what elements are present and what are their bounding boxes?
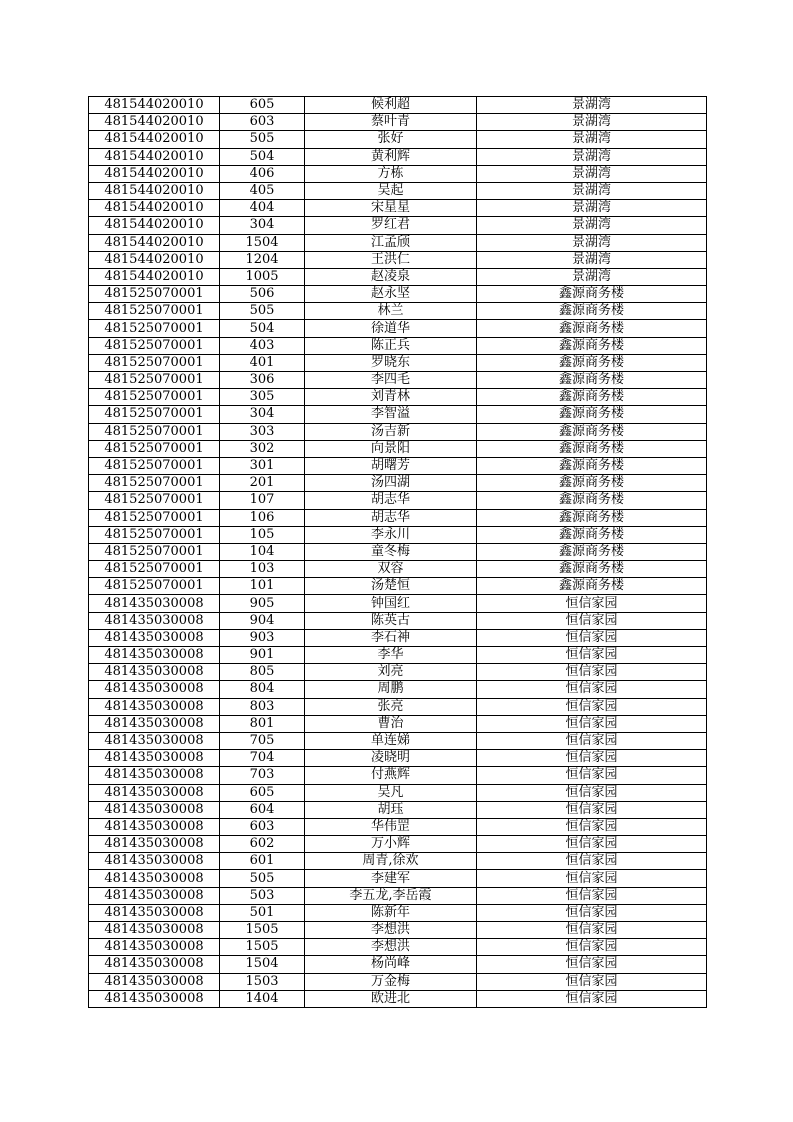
room-cell: 1503 — [220, 973, 305, 990]
name-cell: 赵凌泉 — [305, 268, 477, 285]
code-cell: 481435030008 — [89, 853, 220, 870]
name-cell: 宋星星 — [305, 200, 477, 217]
name-cell: 胡志华 — [305, 509, 477, 526]
property-cell: 恒信家园 — [477, 612, 707, 629]
code-cell: 481525070001 — [89, 354, 220, 371]
record-table-body — [89, 97, 707, 1008]
property-cell: 恒信家园 — [477, 973, 707, 990]
property-cell: 鑫源商务楼 — [477, 423, 707, 440]
table-row — [89, 114, 707, 131]
property-cell: 鑫源商务楼 — [477, 303, 707, 320]
code-cell: 481435030008 — [89, 836, 220, 853]
name-cell: 陈英古 — [305, 612, 477, 629]
table-row — [89, 268, 707, 285]
name-cell: 陈新年 — [305, 904, 477, 921]
property-cell: 恒信家园 — [477, 853, 707, 870]
property-cell: 恒信家园 — [477, 836, 707, 853]
property-cell: 景湖湾 — [477, 234, 707, 251]
room-cell: 101 — [220, 578, 305, 595]
code-cell: 481525070001 — [89, 320, 220, 337]
table-row — [89, 990, 707, 1007]
table-row — [89, 836, 707, 853]
code-cell: 481544020010 — [89, 97, 220, 114]
table-row — [89, 457, 707, 474]
property-cell: 景湖湾 — [477, 114, 707, 131]
code-cell: 481544020010 — [89, 182, 220, 199]
code-cell: 481435030008 — [89, 870, 220, 887]
room-cell: 305 — [220, 389, 305, 406]
property-cell: 鑫源商务楼 — [477, 320, 707, 337]
name-cell: 万金梅 — [305, 973, 477, 990]
table-row — [89, 440, 707, 457]
room-cell: 107 — [220, 492, 305, 509]
table-row — [89, 732, 707, 749]
table-row — [89, 337, 707, 354]
room-cell: 303 — [220, 423, 305, 440]
table-row — [89, 406, 707, 423]
record-table — [88, 96, 707, 1008]
property-cell: 鑫源商务楼 — [477, 578, 707, 595]
name-cell: 汤四湖 — [305, 475, 477, 492]
code-cell: 481525070001 — [89, 423, 220, 440]
table-row — [89, 543, 707, 560]
room-cell: 603 — [220, 114, 305, 131]
code-cell: 481435030008 — [89, 715, 220, 732]
table-row — [89, 647, 707, 664]
name-cell: 张好 — [305, 131, 477, 148]
table-row — [89, 148, 707, 165]
room-cell: 1204 — [220, 251, 305, 268]
property-cell: 恒信家园 — [477, 922, 707, 939]
name-cell: 李想洪 — [305, 939, 477, 956]
name-cell: 黄利辉 — [305, 148, 477, 165]
table-row — [89, 612, 707, 629]
code-cell: 481435030008 — [89, 818, 220, 835]
property-cell: 鑫源商务楼 — [477, 526, 707, 543]
room-cell: 401 — [220, 354, 305, 371]
property-cell: 恒信家园 — [477, 595, 707, 612]
table-row — [89, 629, 707, 646]
room-cell: 1505 — [220, 922, 305, 939]
property-cell: 鑫源商务楼 — [477, 561, 707, 578]
room-cell: 304 — [220, 406, 305, 423]
property-cell: 景湖湾 — [477, 268, 707, 285]
room-cell: 605 — [220, 784, 305, 801]
name-cell: 李智溢 — [305, 406, 477, 423]
code-cell: 481544020010 — [89, 131, 220, 148]
name-cell: 李华 — [305, 647, 477, 664]
code-cell: 481435030008 — [89, 647, 220, 664]
code-cell: 481525070001 — [89, 543, 220, 560]
code-cell: 481435030008 — [89, 904, 220, 921]
code-cell: 481435030008 — [89, 801, 220, 818]
table-row — [89, 973, 707, 990]
room-cell: 403 — [220, 337, 305, 354]
name-cell: 吴凡 — [305, 784, 477, 801]
code-cell: 481525070001 — [89, 457, 220, 474]
name-cell: 林兰 — [305, 303, 477, 320]
room-cell: 201 — [220, 475, 305, 492]
room-cell: 1005 — [220, 268, 305, 285]
property-cell: 鑫源商务楼 — [477, 337, 707, 354]
code-cell: 481435030008 — [89, 664, 220, 681]
property-cell: 鑫源商务楼 — [477, 354, 707, 371]
code-cell: 481544020010 — [89, 114, 220, 131]
table-row — [89, 200, 707, 217]
table-row — [89, 887, 707, 904]
name-cell: 汤吉新 — [305, 423, 477, 440]
code-cell: 481435030008 — [89, 750, 220, 767]
table-row — [89, 784, 707, 801]
code-cell: 481525070001 — [89, 440, 220, 457]
name-cell: 李永川 — [305, 526, 477, 543]
code-cell: 481435030008 — [89, 612, 220, 629]
property-cell: 景湖湾 — [477, 97, 707, 114]
name-cell: 徐道华 — [305, 320, 477, 337]
code-cell: 481525070001 — [89, 475, 220, 492]
code-cell: 481435030008 — [89, 973, 220, 990]
property-cell: 恒信家园 — [477, 715, 707, 732]
name-cell: 付燕辉 — [305, 767, 477, 784]
room-cell: 105 — [220, 526, 305, 543]
room-cell: 106 — [220, 509, 305, 526]
property-cell: 恒信家园 — [477, 870, 707, 887]
name-cell: 候利超 — [305, 97, 477, 114]
name-cell: 双容 — [305, 561, 477, 578]
code-cell: 481525070001 — [89, 526, 220, 543]
name-cell: 杨尚峰 — [305, 956, 477, 973]
name-cell: 李五龙,李岳霞 — [305, 887, 477, 904]
name-cell: 蔡叶青 — [305, 114, 477, 131]
room-cell: 602 — [220, 836, 305, 853]
property-cell: 恒信家园 — [477, 904, 707, 921]
code-cell: 481544020010 — [89, 251, 220, 268]
table-row — [89, 475, 707, 492]
room-cell: 1505 — [220, 939, 305, 956]
room-cell: 903 — [220, 629, 305, 646]
room-cell: 504 — [220, 148, 305, 165]
code-cell: 481435030008 — [89, 767, 220, 784]
room-cell: 1404 — [220, 990, 305, 1007]
name-cell: 江孟颀 — [305, 234, 477, 251]
room-cell: 504 — [220, 320, 305, 337]
property-cell: 景湖湾 — [477, 182, 707, 199]
room-cell: 805 — [220, 664, 305, 681]
table-row — [89, 234, 707, 251]
property-cell: 恒信家园 — [477, 647, 707, 664]
name-cell: 华伟罡 — [305, 818, 477, 835]
property-cell: 恒信家园 — [477, 887, 707, 904]
table-row — [89, 509, 707, 526]
code-cell: 481525070001 — [89, 492, 220, 509]
property-cell: 鑫源商务楼 — [477, 406, 707, 423]
name-cell: 罗晓东 — [305, 354, 477, 371]
table-row — [89, 681, 707, 698]
name-cell: 欧进北 — [305, 990, 477, 1007]
room-cell: 904 — [220, 612, 305, 629]
name-cell: 张亮 — [305, 698, 477, 715]
property-cell: 恒信家园 — [477, 956, 707, 973]
name-cell: 曹治 — [305, 715, 477, 732]
room-cell: 301 — [220, 457, 305, 474]
code-cell: 481525070001 — [89, 561, 220, 578]
property-cell: 鑫源商务楼 — [477, 457, 707, 474]
property-cell: 景湖湾 — [477, 251, 707, 268]
name-cell: 童冬梅 — [305, 543, 477, 560]
property-cell: 恒信家园 — [477, 939, 707, 956]
table-row — [89, 870, 707, 887]
name-cell: 胡珏 — [305, 801, 477, 818]
property-cell: 恒信家园 — [477, 681, 707, 698]
property-cell: 恒信家园 — [477, 750, 707, 767]
name-cell: 方栋 — [305, 165, 477, 182]
room-cell: 302 — [220, 440, 305, 457]
table-row — [89, 372, 707, 389]
code-cell: 481544020010 — [89, 217, 220, 234]
property-cell: 恒信家园 — [477, 801, 707, 818]
property-cell: 景湖湾 — [477, 217, 707, 234]
table-row — [89, 578, 707, 595]
table-row — [89, 251, 707, 268]
name-cell: 李石神 — [305, 629, 477, 646]
property-cell: 恒信家园 — [477, 629, 707, 646]
room-cell: 503 — [220, 887, 305, 904]
table-row — [89, 698, 707, 715]
table-row — [89, 320, 707, 337]
name-cell: 吴起 — [305, 182, 477, 199]
name-cell: 李四毛 — [305, 372, 477, 389]
property-cell: 恒信家园 — [477, 784, 707, 801]
table-row — [89, 217, 707, 234]
room-cell: 505 — [220, 303, 305, 320]
name-cell: 凌晓明 — [305, 750, 477, 767]
code-cell: 481435030008 — [89, 956, 220, 973]
code-cell: 481525070001 — [89, 389, 220, 406]
table-row — [89, 922, 707, 939]
code-cell: 481525070001 — [89, 578, 220, 595]
table-row — [89, 664, 707, 681]
name-cell: 万小辉 — [305, 836, 477, 853]
property-cell: 恒信家园 — [477, 990, 707, 1007]
name-cell: 胡志华 — [305, 492, 477, 509]
code-cell: 481435030008 — [89, 887, 220, 904]
table-row — [89, 354, 707, 371]
property-cell: 鑫源商务楼 — [477, 509, 707, 526]
code-cell: 481544020010 — [89, 200, 220, 217]
property-cell: 景湖湾 — [477, 200, 707, 217]
table-row — [89, 389, 707, 406]
table-row — [89, 904, 707, 921]
property-cell: 恒信家园 — [477, 767, 707, 784]
code-cell: 481525070001 — [89, 337, 220, 354]
table-row — [89, 939, 707, 956]
name-cell: 向景阳 — [305, 440, 477, 457]
property-cell: 鑫源商务楼 — [477, 492, 707, 509]
room-cell: 506 — [220, 286, 305, 303]
code-cell: 481525070001 — [89, 372, 220, 389]
table-row — [89, 818, 707, 835]
table-row — [89, 595, 707, 612]
property-cell: 恒信家园 — [477, 732, 707, 749]
table-row — [89, 286, 707, 303]
room-cell: 705 — [220, 732, 305, 749]
table-row — [89, 561, 707, 578]
table-row — [89, 423, 707, 440]
property-cell: 鑫源商务楼 — [477, 440, 707, 457]
table-row — [89, 715, 707, 732]
room-cell: 905 — [220, 595, 305, 612]
name-cell: 刘亮 — [305, 664, 477, 681]
room-cell: 603 — [220, 818, 305, 835]
table-row — [89, 97, 707, 114]
code-cell: 481525070001 — [89, 303, 220, 320]
room-cell: 901 — [220, 647, 305, 664]
room-cell: 505 — [220, 131, 305, 148]
name-cell: 单连娣 — [305, 732, 477, 749]
table-row — [89, 801, 707, 818]
room-cell: 104 — [220, 543, 305, 560]
name-cell: 汤楚恒 — [305, 578, 477, 595]
name-cell: 李建军 — [305, 870, 477, 887]
code-cell: 481544020010 — [89, 268, 220, 285]
name-cell: 陈正兵 — [305, 337, 477, 354]
name-cell: 罗红君 — [305, 217, 477, 234]
code-cell: 481544020010 — [89, 148, 220, 165]
name-cell: 钟国红 — [305, 595, 477, 612]
room-cell: 803 — [220, 698, 305, 715]
room-cell: 703 — [220, 767, 305, 784]
property-cell: 景湖湾 — [477, 148, 707, 165]
property-cell: 鑫源商务楼 — [477, 389, 707, 406]
room-cell: 704 — [220, 750, 305, 767]
property-cell: 景湖湾 — [477, 165, 707, 182]
property-cell: 景湖湾 — [477, 131, 707, 148]
name-cell: 周青,徐欢 — [305, 853, 477, 870]
room-cell: 801 — [220, 715, 305, 732]
name-cell: 李想洪 — [305, 922, 477, 939]
code-cell: 481525070001 — [89, 509, 220, 526]
code-cell: 481544020010 — [89, 234, 220, 251]
code-cell: 481435030008 — [89, 732, 220, 749]
table-row — [89, 526, 707, 543]
room-cell: 505 — [220, 870, 305, 887]
room-cell: 404 — [220, 200, 305, 217]
code-cell: 481435030008 — [89, 922, 220, 939]
table-row — [89, 182, 707, 199]
name-cell: 周鹏 — [305, 681, 477, 698]
property-cell: 恒信家园 — [477, 664, 707, 681]
code-cell: 481435030008 — [89, 629, 220, 646]
room-cell: 1504 — [220, 234, 305, 251]
room-cell: 406 — [220, 165, 305, 182]
code-cell: 481435030008 — [89, 698, 220, 715]
property-cell: 恒信家园 — [477, 698, 707, 715]
code-cell: 481435030008 — [89, 990, 220, 1007]
table-row — [89, 750, 707, 767]
property-cell: 鑫源商务楼 — [477, 372, 707, 389]
table-row — [89, 492, 707, 509]
table-row — [89, 303, 707, 320]
room-cell: 604 — [220, 801, 305, 818]
room-cell: 306 — [220, 372, 305, 389]
room-cell: 804 — [220, 681, 305, 698]
code-cell: 481435030008 — [89, 681, 220, 698]
property-cell: 鑫源商务楼 — [477, 543, 707, 560]
name-cell: 胡曙芳 — [305, 457, 477, 474]
table-row — [89, 853, 707, 870]
table-row — [89, 165, 707, 182]
table-row — [89, 767, 707, 784]
code-cell: 481435030008 — [89, 939, 220, 956]
name-cell: 赵永坚 — [305, 286, 477, 303]
property-cell: 鑫源商务楼 — [477, 286, 707, 303]
name-cell: 刘青林 — [305, 389, 477, 406]
room-cell: 405 — [220, 182, 305, 199]
room-cell: 304 — [220, 217, 305, 234]
table-row — [89, 956, 707, 973]
name-cell: 王洪仁 — [305, 251, 477, 268]
property-cell: 鑫源商务楼 — [477, 475, 707, 492]
code-cell: 481544020010 — [89, 165, 220, 182]
code-cell: 481435030008 — [89, 784, 220, 801]
code-cell: 481525070001 — [89, 406, 220, 423]
room-cell: 601 — [220, 853, 305, 870]
code-cell: 481525070001 — [89, 286, 220, 303]
room-cell: 1504 — [220, 956, 305, 973]
table-row — [89, 131, 707, 148]
code-cell: 481435030008 — [89, 595, 220, 612]
property-cell: 恒信家园 — [477, 818, 707, 835]
room-cell: 103 — [220, 561, 305, 578]
room-cell: 605 — [220, 97, 305, 114]
room-cell: 501 — [220, 904, 305, 921]
